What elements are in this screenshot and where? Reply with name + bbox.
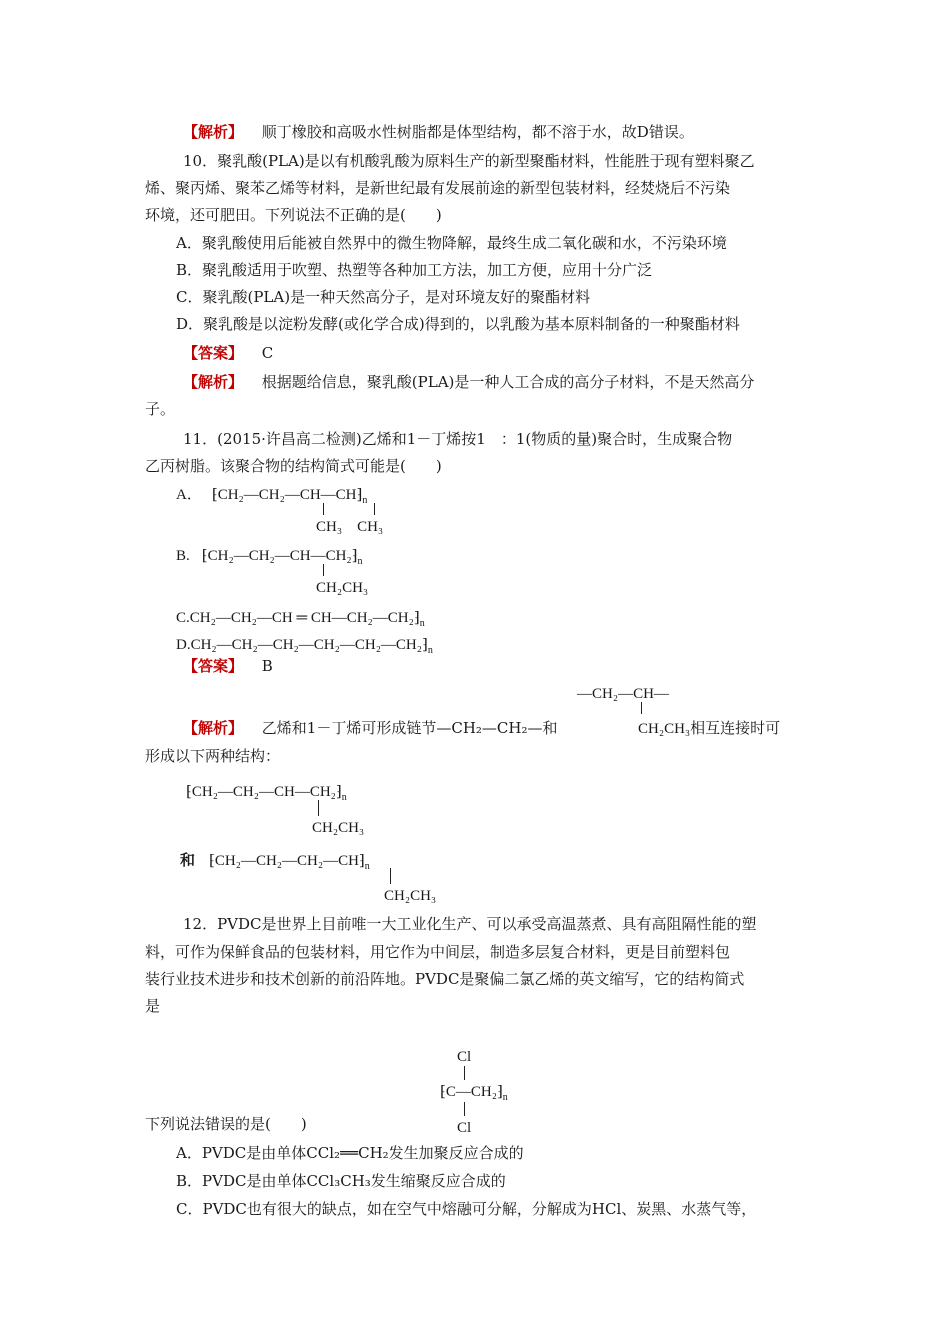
q11-explanation bbox=[183, 718, 557, 738]
answer-value: B bbox=[261, 657, 273, 675]
answer-tag: 【答案】 bbox=[183, 344, 244, 362]
explanation-text: 相互连接时可 bbox=[690, 719, 781, 737]
bond-line bbox=[323, 564, 324, 576]
q11-option-b-sub: CH₂CH₃ bbox=[316, 580, 369, 596]
q12-line3: 装行业技术进步和技术创新的前沿阵地。PVDC是聚偏二氯乙烯的英文缩写，它的结构简式 bbox=[145, 970, 745, 988]
bond-line bbox=[464, 1066, 465, 1080]
q11-answer bbox=[183, 656, 273, 676]
subscript-n: n bbox=[502, 1092, 508, 1103]
subscript-n: n bbox=[357, 556, 363, 567]
explanation-tag: 【解析】 bbox=[183, 719, 244, 737]
formula-main: CH₂—CH₂—CH₂—CH bbox=[214, 853, 359, 869]
formula-main: D.CH₂—CH₂—CH₂—CH₂—CH₂—CH₂ bbox=[176, 637, 422, 653]
bond-line bbox=[374, 503, 375, 515]
and-text: 和 bbox=[180, 851, 196, 869]
pvdc-main: $⁅C—CH_2⁆_n$ bbox=[440, 1084, 508, 1103]
bond-line bbox=[641, 702, 642, 714]
subscript-n: n bbox=[427, 645, 433, 656]
exp-unit-sub-line bbox=[638, 718, 780, 739]
option-label: B. bbox=[176, 548, 190, 564]
q12-line4: 是 bbox=[145, 997, 161, 1015]
structure-1: $⁅CH_2—CH_2—CH—CH_2⁆_n$ bbox=[186, 784, 347, 803]
formula-main: CH₂—CH₂—CH—CH bbox=[217, 487, 357, 503]
q10-option-b: B．聚乳酸适用于吹塑、热塑等各种加工方法，加工方便，应用十分广泛 bbox=[176, 261, 653, 279]
subscript-n: n bbox=[419, 618, 425, 629]
bond-line bbox=[464, 1102, 465, 1116]
bond-line bbox=[323, 503, 324, 515]
option-label: A． bbox=[176, 487, 202, 503]
explanation-line bbox=[183, 122, 694, 142]
q12-question: 下列说法错误的是( ) bbox=[145, 1115, 307, 1133]
q11-option-a: A． $⁅CH_2—CH_2—CH—CH⁆_n$ bbox=[176, 487, 368, 506]
q11-explanation-cont: 形成以下两种结构： bbox=[145, 747, 281, 765]
q12-line1: 12．PVDC是世界上目前唯一大工业化生产、可以承受高温蒸煮、具有高阻隔性能的塑 bbox=[183, 915, 757, 933]
q10-line2: 烯、聚丙烯、聚苯乙烯等材料，是新世纪最有发展前途的新型包装材料，经焚烧后不污染 bbox=[145, 179, 731, 197]
subscript-n: n bbox=[341, 792, 347, 803]
explanation-text: 顺丁橡胶和高吸水性树脂都是体型结构，都不溶于水，故D错误。 bbox=[261, 123, 694, 141]
subscript-n: n bbox=[364, 861, 370, 872]
q11-option-d: $D.CH_2—CH_2—CH_2—CH_2—CH_2—CH_2⁆_n$ bbox=[176, 637, 433, 656]
q10-option-c: C．聚乳酸(PLA)是一种天然高分子，是对环境友好的聚酯材料 bbox=[176, 288, 591, 306]
q11-option-c: C.CH₂—CH₂—CH ═ $CH—CH_2—CH_2⁆_n$ bbox=[176, 610, 425, 629]
bond-line bbox=[318, 800, 319, 816]
structure-2: 和 $⁅CH_2—CH_2—CH_2—CH⁆_n$ bbox=[180, 851, 370, 872]
q10-line3: 环境，还可肥田。下列说法不正确的是( ) bbox=[145, 206, 442, 224]
q12-option-c: C．PVDC也有很大的缺点，如在空气中熔融可分解，分解成为HCl、炭黑、水蒸气等， bbox=[176, 1200, 757, 1218]
q11-option-b: B. $⁅CH_2—CH_2—CH—CH_2⁆_n$ bbox=[176, 548, 363, 567]
q11-option-a-sub: CH₃ CH₃ bbox=[316, 519, 384, 535]
exp-unit-sub: CH₂CH₃ bbox=[638, 721, 691, 737]
q11-line2: 乙丙树脂。该聚合物的结构简式可能是( ) bbox=[145, 457, 442, 475]
formula-main: C—CH₂ bbox=[445, 1084, 497, 1100]
explanation-tag: 【解析】 bbox=[183, 373, 244, 391]
bond-line bbox=[390, 868, 391, 884]
q10-option-d: D．聚乳酸是以淀粉发酵(或化学合成)得到的，以乳酸为基本原料制备的一种聚酯材料 bbox=[176, 315, 740, 333]
answer-value: C bbox=[261, 344, 274, 362]
q10-option-a: A．聚乳酸使用后能被自然界中的微生物降解，最终生成二氧化碳和水，不污染环境 bbox=[176, 234, 727, 252]
formula-main: CH₂—CH₂—CH—CH₂ bbox=[191, 784, 336, 800]
explanation-text: 乙烯和1－丁烯可形成链节—CH₂—CH₂—和 bbox=[261, 719, 558, 737]
q12-option-b: B．PVDC是由单体CCl₃CH₃发生缩聚反应合成的 bbox=[176, 1172, 506, 1190]
q11-line1: 11．(2015·许昌高二检测)乙烯和1－丁烯按1 ：1(物质的量)聚合时，生成聚合物 bbox=[183, 430, 733, 448]
structure-1-sub: CH₂CH₃ bbox=[312, 820, 365, 836]
q12-line2: 料，可作为保鲜食品的包装材料，用它作为中间层，制造多层复合材料，更是目前塑料包 bbox=[145, 943, 731, 961]
pvdc-cl-bottom: Cl bbox=[457, 1120, 472, 1136]
formula-main: C.CH₂—CH₂—CH ═ CH—CH₂—CH₂ bbox=[176, 610, 414, 626]
q10-line1: 10．聚乳酸(PLA)是以有机酸乳酸为原料生产的新型聚酯材料，性能胜于现有塑料聚乙 bbox=[183, 152, 755, 170]
q10-explanation-cont: 子。 bbox=[145, 400, 176, 418]
q10-explanation bbox=[183, 372, 754, 392]
explanation-tag: 【解析】 bbox=[183, 123, 244, 141]
exp-unit-top: —CH₂—CH— bbox=[577, 686, 669, 702]
pvdc-cl-top: Cl bbox=[457, 1049, 472, 1065]
subscript-n: n bbox=[362, 495, 368, 506]
formula-main: CH₂—CH₂—CH—CH₂ bbox=[207, 548, 352, 564]
structure-2-sub: CH₂CH₃ bbox=[384, 888, 437, 904]
answer-tag: 【答案】 bbox=[183, 657, 244, 675]
q12-option-a: A．PVDC是由单体CCl₂══CH₂发生加聚反应合成的 bbox=[176, 1144, 524, 1162]
explanation-text: 根据题给信息，聚乳酸(PLA)是一种人工合成的高分子材料，不是天然高分 bbox=[261, 373, 755, 391]
q10-answer bbox=[183, 343, 273, 363]
